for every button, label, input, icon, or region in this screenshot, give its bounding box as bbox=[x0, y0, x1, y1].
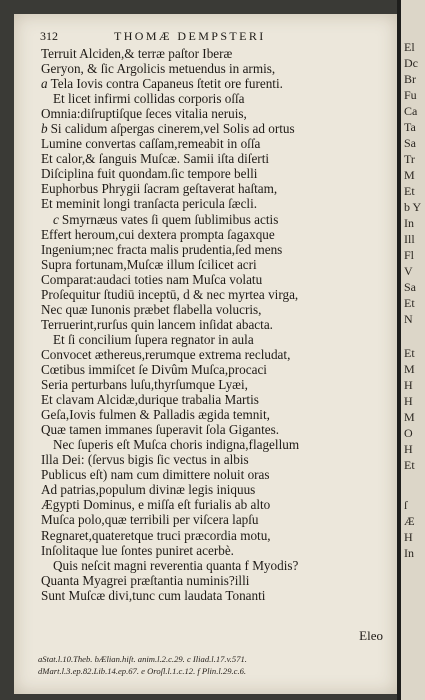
verse-line bbox=[41, 407, 391, 422]
verse-line bbox=[41, 181, 391, 196]
verse-line bbox=[41, 166, 391, 181]
verse-line-text: Diſciplina fuit quondam.ſic tempore belli bbox=[41, 166, 258, 182]
verse-line-text: Supra fortunam,Muſcæ illum ſcilicet acri bbox=[41, 256, 257, 272]
verse-line-text: Lumine convertas caſſam,remeabit in oſſa bbox=[41, 136, 261, 152]
facing-page-fragment: El bbox=[404, 40, 415, 54]
facing-page-fragment: M bbox=[404, 362, 415, 376]
verse-line-text: Sunt Muſcæ divi,tunc cum laudata Tonanti bbox=[41, 587, 266, 603]
verse-line bbox=[41, 242, 391, 257]
verse-line-text: Nec quæ Iunonis præbet flabella volucris, bbox=[41, 301, 262, 317]
verse-line bbox=[41, 287, 391, 302]
footnote-line: dMart.l.3.ep.82.Lib.14.ep.67. e Oroſl.l.1.c.12. f Plin.l.29.c.6. bbox=[38, 666, 247, 676]
verse-line bbox=[41, 437, 391, 452]
verse-line bbox=[41, 212, 391, 227]
verse-line-text: Terruit Alciden,& terræ paſtor Iberæ bbox=[41, 46, 233, 61]
verse-line bbox=[41, 558, 391, 573]
verse-line-text: Cœtibus immiſcet ſe Divûm Muſca,procaci bbox=[41, 361, 267, 377]
facing-page-fragment: Tr bbox=[404, 152, 415, 166]
verse-line bbox=[41, 61, 391, 76]
verse-line-text: Quæ tamen immanes ſuperavit ſola Gigantes. bbox=[41, 422, 280, 438]
footnotes bbox=[38, 653, 388, 677]
verse-line bbox=[41, 392, 391, 407]
verse-line bbox=[41, 196, 391, 211]
facing-page-fragment: O bbox=[404, 426, 413, 440]
facing-page-fragment: Ill bbox=[404, 232, 415, 246]
verse-line bbox=[41, 377, 391, 392]
facing-page-fragment: Ca bbox=[404, 104, 418, 118]
verse-line-text: Nec ſuperis eſt Muſca choris indigna,flagellum bbox=[53, 437, 300, 453]
verse-line bbox=[41, 136, 391, 151]
verse-line-text: Seria perturbans luſu,thyrſumque Lyæi, bbox=[41, 377, 248, 393]
verse-line-text: Geryon, & ſic Argolicis metuendus in armis, bbox=[41, 61, 276, 77]
verse-line-text: Inſolitaque lue ſontes puniret acerbè. bbox=[41, 542, 234, 558]
verse-line bbox=[41, 467, 391, 482]
footnote-marker: c bbox=[53, 211, 59, 227]
verse-line bbox=[41, 362, 391, 377]
facing-page-edge bbox=[401, 0, 425, 700]
verse-line bbox=[41, 528, 391, 543]
facing-page-fragment: Ta bbox=[404, 120, 416, 134]
facing-page-fragment: Sa bbox=[404, 136, 416, 150]
verse-line-text: Quis neſcit magni reverentia quanta f Myodis? bbox=[53, 557, 299, 573]
verse-line-text: Geſa,Iovis fulmen & Palladis ægida temnit, bbox=[41, 407, 270, 423]
verse-line bbox=[41, 302, 391, 317]
verse-line bbox=[41, 257, 391, 272]
facing-page-fragment: H bbox=[404, 530, 413, 544]
verse-line-text: Quanta Myagrei præſtantia numinis?illi bbox=[41, 572, 250, 588]
facing-page-fragment: V bbox=[404, 264, 413, 278]
verse-line bbox=[41, 76, 391, 91]
verse-line-text: Et ſi concilium ſupera regnator in aula bbox=[53, 331, 254, 347]
running-head: THOMÆ DEMPSTERI bbox=[114, 29, 266, 43]
facing-page-fragment: M bbox=[404, 410, 415, 424]
facing-page-fragment: H bbox=[404, 378, 413, 392]
verse-line bbox=[41, 512, 391, 527]
verse-line-text: Ægypti Dominus, e miſſa eſt furialis ab alto bbox=[41, 497, 271, 513]
verse-line-text: Convocet æthereus,rerumque extrema recludat, bbox=[41, 346, 291, 362]
verse-line bbox=[41, 317, 391, 332]
verse-line bbox=[41, 91, 391, 106]
verse-line-text: Muſca polo,quæ terribili per viſcera lapſu bbox=[41, 512, 259, 528]
verse-text-block bbox=[41, 46, 391, 603]
verse-line bbox=[41, 347, 391, 362]
catchword: Eleo bbox=[359, 628, 383, 643]
verse-line-text: Smyrnæus vates ſi quem ſublimibus actis bbox=[61, 211, 279, 227]
verse-line bbox=[41, 543, 391, 558]
facing-page-fragment: Æ bbox=[404, 514, 415, 528]
verse-line bbox=[41, 227, 391, 242]
verse-line-text: Proſequitur ſtudiū inceptū, d & nec myrtea virga, bbox=[41, 286, 299, 302]
facing-page-fragment: Et bbox=[404, 296, 415, 310]
facing-page-fragment: M bbox=[404, 168, 415, 182]
verse-line-text: Terruerint,rurſus quin lancem inſidat abacta. bbox=[41, 316, 273, 332]
verse-line-text: Regnaret,quateretque truci præcordia motu, bbox=[41, 527, 271, 543]
facing-page-fragment: Fu bbox=[404, 88, 417, 102]
footnote-marker: a bbox=[41, 76, 48, 92]
verse-line-text: Si calidum aſpergas cinerem,vel Solis ad ortus bbox=[50, 121, 295, 137]
facing-page-fragment: Fl bbox=[404, 248, 415, 262]
footnote-marker: b bbox=[41, 121, 48, 137]
verse-line bbox=[41, 482, 391, 497]
verse-line bbox=[41, 452, 391, 467]
verse-line-text: Ingenium;nec fracta malis prudentia,ſed mens bbox=[41, 241, 283, 257]
facing-page-fragment: H bbox=[404, 394, 413, 408]
verse-line bbox=[41, 121, 391, 136]
verse-line-text: Et calor,& ſanguis Muſcæ. Samii iſta diſerti bbox=[41, 151, 270, 167]
facing-page-fragment: Br bbox=[404, 72, 416, 86]
facing-page-fragment: b Y bbox=[404, 200, 422, 214]
facing-page-fragment: H bbox=[404, 442, 413, 456]
verse-line bbox=[41, 332, 391, 347]
verse-line-text: Ad patrias,populum divinæ legis iniquus bbox=[41, 482, 256, 498]
verse-line-text: Tela Iovis contra Capaneus ſtetit ore furenti. bbox=[50, 76, 283, 92]
book-page bbox=[14, 14, 397, 694]
verse-line-text: Et meminit longi tranſacta pericula ſæcli. bbox=[41, 196, 258, 212]
facing-page-fragment: Sa bbox=[404, 280, 416, 294]
verse-line bbox=[41, 106, 391, 121]
verse-line-text: Omnia:diſruptiſque ſeces vitalia neruis, bbox=[41, 106, 247, 122]
page-header bbox=[40, 29, 385, 45]
verse-line bbox=[41, 46, 391, 61]
verse-line-text: Effert heroum,cui dextera prompta ſagaxque bbox=[41, 226, 275, 242]
facing-page-fragment: In bbox=[404, 216, 414, 230]
facing-page-fragment: In bbox=[404, 546, 414, 560]
facing-page-fragment: Et bbox=[404, 458, 415, 472]
verse-line-text: Et licet infirmi collidas corporis oſſa bbox=[53, 91, 245, 107]
verse-line-text: Illa Dei: (ſervus bigis ſic vectus in albis bbox=[41, 452, 249, 468]
verse-line-text: Euphorbus Phrygii ſacram geſtaverat haſtam, bbox=[41, 181, 278, 197]
verse-line bbox=[41, 497, 391, 512]
facing-page-fragment: Et bbox=[404, 346, 415, 360]
facing-page-fragment: Et bbox=[404, 184, 415, 198]
verse-line-text: Comparat:audaci toties nam Muſca volatu bbox=[41, 271, 263, 287]
verse-line-text: Et clavam Alcidæ,durique trabalia Martis bbox=[41, 392, 259, 408]
facing-page-fragment: Dc bbox=[404, 56, 418, 70]
facing-page-fragment: N bbox=[404, 312, 413, 326]
verse-line bbox=[41, 422, 391, 437]
facing-page-fragment: ſ bbox=[404, 498, 408, 512]
page-number: 312 bbox=[40, 29, 58, 43]
verse-line bbox=[41, 272, 391, 287]
verse-line bbox=[41, 151, 391, 166]
verse-line-text: Publicus eſt) nam cum dimittere noluit oras bbox=[41, 467, 270, 483]
verse-line bbox=[41, 588, 391, 603]
verse-line bbox=[41, 573, 391, 588]
footnote-line: aStat.l.10.Theb. bÆlian.hiſt. anim.l.2.c.29. c Iliad.l.17.v.571. bbox=[38, 654, 247, 664]
